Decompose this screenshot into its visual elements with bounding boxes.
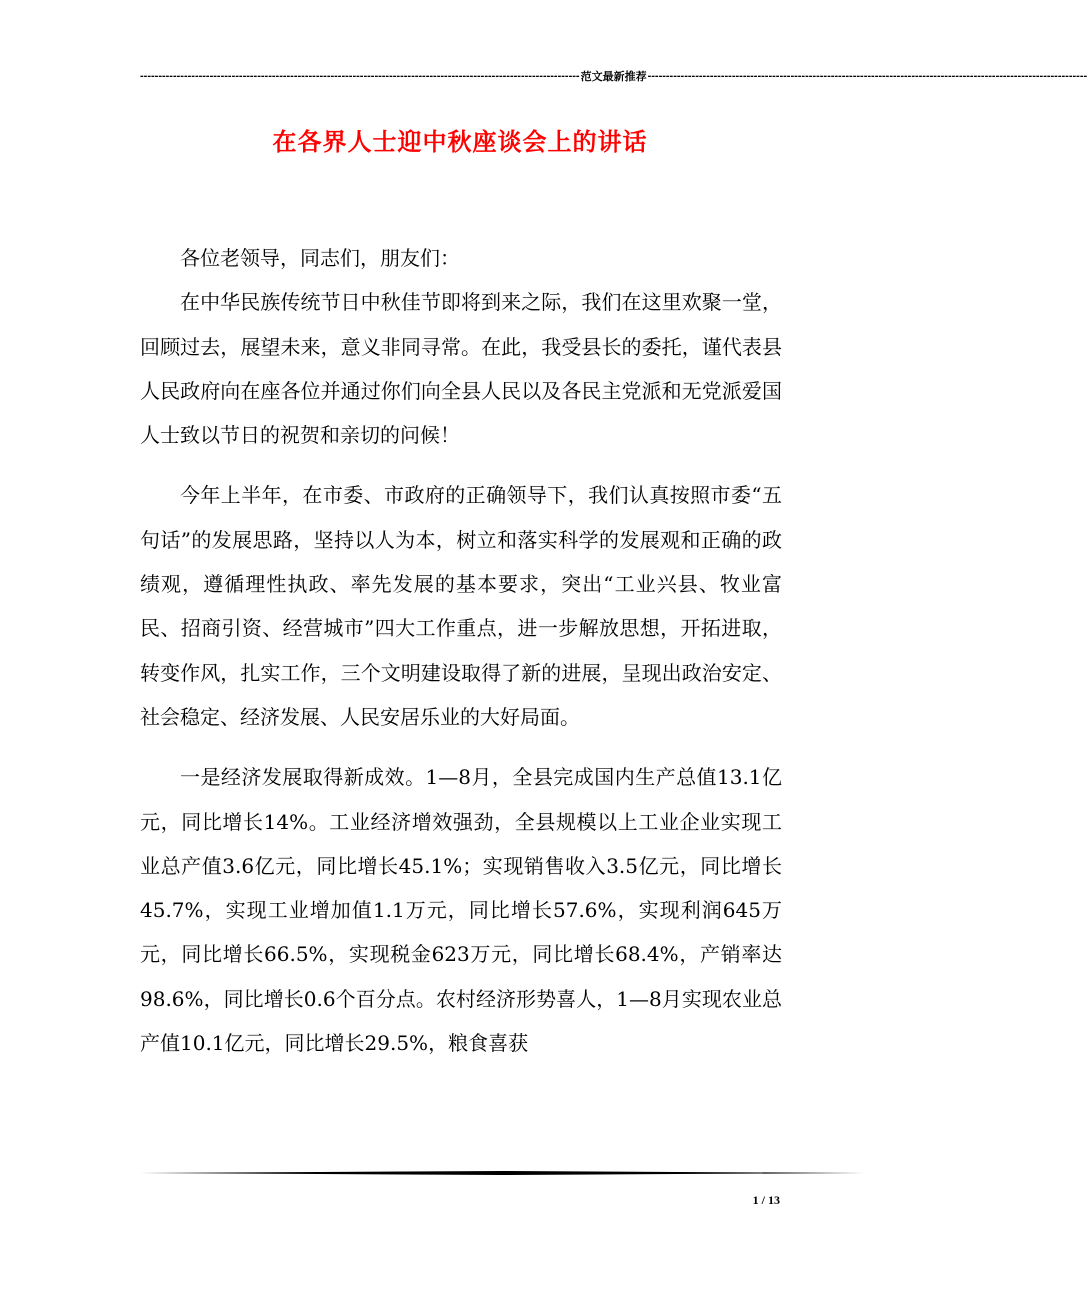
header-dashes-left: ------------------------------------------------------------------------------------------------------------------------ [140, 70, 580, 82]
header-dashes-right: ------------------------------------------------------------------------------------------------------------------------ [647, 70, 1087, 82]
paragraph-greeting: 在中华民族传统节日中秋佳节即将到来之际，我们在这里欢聚一堂，回顾过去，展望未来，意义非同寻常。在此，我受县长的委托，谨代表县人民政府向在座各位并通过你们向全县人民以及各民主党派和无党派爱国人士致以节日的祝贺和亲切的问候！ [140, 290, 782, 448]
header-label: 范文最新推荐 [580, 71, 647, 83]
page-number: 1 / 13 [752, 1193, 780, 1207]
page-header [140, 68, 1087, 84]
paragraph-overview: 今年上半年，在市委、市政府的正确领导下，我们认真按照市委“五句话”的发展思路，坚持以人为本，树立和落实科学的发展观和正确的政绩观，遵循理性执政、率先发展的基本要求，突出“工业兴县、牧业富民、招商引资、经营城市”四大工作重点，进一步解放思想，开拓进取，转变作风，扎实工作，三个文明建设取得了新的进展，呈现出政治安定、社会稳定、经济发展、人民安居乐业的大好局面。 [140, 483, 782, 729]
document-title: 在各界人士迎中秋座谈会上的讲话 [272, 127, 648, 156]
document-body [140, 236, 782, 1065]
paragraph-economy: 一是经济发展取得新成效。1—8月，全县完成国内生产总值13.1亿元，同比增长14%。工业经济增效强劲，全县规模以上工业企业实现工业总产值3.6亿元，同比增长45.1%；实现销售收入3.5亿元，同比增长45.7%，实现工业增加值1.1万元，同比增长57.6%，实现利润645万元，同比增长66.5%，实现税金623万元，同比增长68.4%，产销率达98.6%，同比增长0.6个百分点。农村经济形势喜人，1—8月实现农业总产值10.1亿元，同比增长29.5%，粮食喜获 [140, 765, 782, 1056]
footer-divider [140, 1171, 864, 1175]
salutation: 各位老领导，同志们，朋友们： [180, 246, 460, 270]
